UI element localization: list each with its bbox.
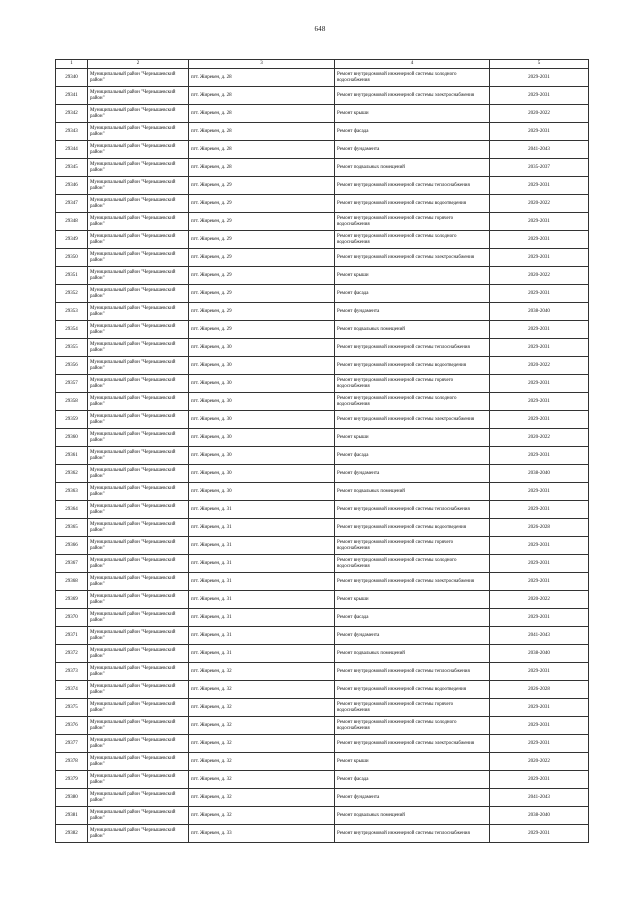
period-cell: 2029-2031 (490, 609, 589, 627)
address-cell: пгт. Жирекен, д. 31 (189, 519, 335, 537)
period-cell: 2029-2031 (490, 663, 589, 681)
row-number-cell: 29377 (56, 735, 88, 753)
table-row (56, 285, 589, 303)
period-cell: 2029-2031 (490, 87, 589, 105)
period-cell: 2029-2031 (490, 447, 589, 465)
period-cell: 2029-2031 (490, 573, 589, 591)
period-cell: 2029-2031 (490, 699, 589, 717)
work-type-cell: Ремонт фасада (335, 447, 490, 465)
municipality-cell: Муниципальный район "Чернышевский район" (88, 807, 189, 825)
period-cell: 2041-2043 (490, 627, 589, 645)
period-cell: 2020-2022 (490, 195, 589, 213)
work-type-cell: Ремонт фундамента (335, 789, 490, 807)
municipality-cell: Муниципальный район "Чернышевский район" (88, 249, 189, 267)
work-type-cell: Ремонт внутридомовой инженерной системы горячего водоснабжения (335, 699, 490, 717)
address-cell: пгт. Жирекен, д. 30 (189, 447, 335, 465)
work-type-cell: Ремонт внутридомовой инженерной системы электроснабжения (335, 411, 490, 429)
work-type-cell: Ремонт внутридомовой инженерной системы горячего водоснабжения (335, 537, 490, 555)
municipality-cell: Муниципальный район "Чернышевский район" (88, 339, 189, 357)
work-type-cell: Ремонт внутридомовой инженерной системы электроснабжения (335, 87, 490, 105)
row-number-cell: 29356 (56, 357, 88, 375)
period-cell: 2029-2031 (490, 249, 589, 267)
address-cell: пгт. Жирекен, д. 30 (189, 375, 335, 393)
period-cell: 2029-2031 (490, 375, 589, 393)
table-row (56, 447, 589, 465)
table-row (56, 483, 589, 501)
row-number-cell: 29352 (56, 285, 88, 303)
municipality-cell: Муниципальный район "Чернышевский район" (88, 501, 189, 519)
work-type-cell: Ремонт внутридомовой инженерной системы холодного водоснабжения (335, 231, 490, 249)
municipality-cell: Муниципальный район "Чернышевский район" (88, 195, 189, 213)
row-number-cell: 29340 (56, 69, 88, 87)
address-cell: пгт. Жирекен, д. 31 (189, 537, 335, 555)
period-cell: 2026-2028 (490, 681, 589, 699)
municipality-cell: Муниципальный район "Чернышевский район" (88, 123, 189, 141)
table-row (56, 177, 589, 195)
address-cell: пгт. Жирекен, д. 29 (189, 213, 335, 231)
work-type-cell: Ремонт внутридомовой инженерной системы электроснабжения (335, 573, 490, 591)
period-cell: 2029-2031 (490, 537, 589, 555)
work-type-cell: Ремонт внутридомовой инженерной системы теплоснабжения (335, 177, 490, 195)
row-number-cell: 29366 (56, 537, 88, 555)
table-row (56, 753, 589, 771)
table-row (56, 735, 589, 753)
table-row (56, 123, 589, 141)
period-cell: 2020-2022 (490, 429, 589, 447)
address-cell: пгт. Жирекен, д. 32 (189, 753, 335, 771)
row-number-cell: 29359 (56, 411, 88, 429)
municipality-cell: Муниципальный район "Чернышевский район" (88, 141, 189, 159)
row-number-cell: 29381 (56, 807, 88, 825)
period-cell: 2038-2040 (490, 807, 589, 825)
municipality-cell: Муниципальный район "Чернышевский район" (88, 321, 189, 339)
table-row (56, 339, 589, 357)
table-body (56, 69, 589, 843)
table-row (56, 105, 589, 123)
address-cell: пгт. Жирекен, д. 29 (189, 267, 335, 285)
row-number-cell: 29347 (56, 195, 88, 213)
address-cell: пгт. Жирекен, д. 32 (189, 807, 335, 825)
municipality-cell: Муниципальный район "Чернышевский район" (88, 591, 189, 609)
address-cell: пгт. Жирекен, д. 29 (189, 177, 335, 195)
work-type-cell: Ремонт внутридомовой инженерной системы холодного водоснабжения (335, 69, 490, 87)
work-type-cell: Ремонт внутридомовой инженерной системы водоотведения (335, 195, 490, 213)
address-cell: пгт. Жирекен, д. 31 (189, 591, 335, 609)
period-cell: 2038-2040 (490, 645, 589, 663)
municipality-cell: Муниципальный район "Чернышевский район" (88, 177, 189, 195)
table-row (56, 501, 589, 519)
period-cell: 2029-2031 (490, 555, 589, 573)
municipality-cell: Муниципальный район "Чернышевский район" (88, 681, 189, 699)
column-header: 1 (56, 60, 88, 69)
period-cell: 2020-2022 (490, 267, 589, 285)
period-cell: 2029-2031 (490, 231, 589, 249)
address-cell: пгт. Жирекен, д. 32 (189, 771, 335, 789)
municipality-cell: Муниципальный район "Чернышевский район" (88, 231, 189, 249)
work-type-cell: Ремонт внутридомовой инженерной системы водоотведения (335, 519, 490, 537)
period-cell: 2029-2031 (490, 123, 589, 141)
work-type-cell: Ремонт крыши (335, 267, 490, 285)
address-cell: пгт. Жирекен, д. 30 (189, 339, 335, 357)
municipality-cell: Муниципальный район "Чернышевский район" (88, 555, 189, 573)
work-type-cell: Ремонт подвальных помещений (335, 483, 490, 501)
row-number-cell: 29344 (56, 141, 88, 159)
work-type-cell: Ремонт подвальных помещений (335, 321, 490, 339)
table-row (56, 807, 589, 825)
row-number-cell: 29353 (56, 303, 88, 321)
table-row (56, 717, 589, 735)
row-number-cell: 29342 (56, 105, 88, 123)
table-row (56, 699, 589, 717)
table-row (56, 627, 589, 645)
municipality-cell: Муниципальный район "Чернышевский район" (88, 393, 189, 411)
address-cell: пгт. Жирекен, д. 29 (189, 303, 335, 321)
address-cell: пгт. Жирекен, д. 28 (189, 123, 335, 141)
work-type-cell: Ремонт внутридомовой инженерной системы теплоснабжения (335, 339, 490, 357)
period-cell: 2029-2031 (490, 501, 589, 519)
address-cell: пгт. Жирекен, д. 33 (189, 825, 335, 843)
row-number-cell: 29349 (56, 231, 88, 249)
table-row (56, 375, 589, 393)
address-cell: пгт. Жирекен, д. 29 (189, 195, 335, 213)
table-row (56, 411, 589, 429)
row-number-cell: 29362 (56, 465, 88, 483)
row-number-cell: 29379 (56, 771, 88, 789)
municipality-cell: Муниципальный район "Чернышевский район" (88, 465, 189, 483)
period-cell: 2029-2031 (490, 411, 589, 429)
table-row (56, 267, 589, 285)
table-row (56, 555, 589, 573)
period-cell: 2029-2031 (490, 483, 589, 501)
work-type-cell: Ремонт внутридомовой инженерной системы электроснабжения (335, 735, 490, 753)
table-row (56, 321, 589, 339)
municipality-cell: Муниципальный район "Чернышевский район" (88, 357, 189, 375)
period-cell: 2029-2031 (490, 825, 589, 843)
address-cell: пгт. Жирекен, д. 28 (189, 141, 335, 159)
row-number-cell: 29357 (56, 375, 88, 393)
municipality-cell: Муниципальный район "Чернышевский район" (88, 645, 189, 663)
address-cell: пгт. Жирекен, д. 32 (189, 681, 335, 699)
table-row (56, 393, 589, 411)
table-row (56, 573, 589, 591)
table-row (56, 159, 589, 177)
row-number-cell: 29370 (56, 609, 88, 627)
municipality-cell: Муниципальный район "Чернышевский район" (88, 519, 189, 537)
row-number-cell: 29367 (56, 555, 88, 573)
table-row (56, 213, 589, 231)
work-type-cell: Ремонт фундамента (335, 141, 490, 159)
address-cell: пгт. Жирекен, д. 28 (189, 87, 335, 105)
row-number-cell: 29358 (56, 393, 88, 411)
address-cell: пгт. Жирекен, д. 29 (189, 231, 335, 249)
municipality-cell: Муниципальный район "Чернышевский район" (88, 267, 189, 285)
column-number-row (56, 60, 589, 69)
row-number-cell: 29373 (56, 663, 88, 681)
address-cell: пгт. Жирекен, д. 29 (189, 285, 335, 303)
work-type-cell: Ремонт крыши (335, 429, 490, 447)
work-type-cell: Ремонт внутридомовой инженерной системы водоотведения (335, 681, 490, 699)
table-row (56, 69, 589, 87)
address-cell: пгт. Жирекен, д. 32 (189, 789, 335, 807)
work-type-cell: Ремонт подвальных помещений (335, 159, 490, 177)
municipality-cell: Муниципальный район "Чернышевский район" (88, 573, 189, 591)
address-cell: пгт. Жирекен, д. 30 (189, 483, 335, 501)
address-cell: пгт. Жирекен, д. 29 (189, 321, 335, 339)
period-cell: 2038-2040 (490, 303, 589, 321)
address-cell: пгт. Жирекен, д. 30 (189, 429, 335, 447)
municipality-cell: Муниципальный район "Чернышевский район" (88, 609, 189, 627)
period-cell: 2029-2031 (490, 177, 589, 195)
period-cell: 2041-2043 (490, 141, 589, 159)
municipality-cell: Муниципальный район "Чернышевский район" (88, 105, 189, 123)
work-type-cell: Ремонт крыши (335, 591, 490, 609)
row-number-cell: 29378 (56, 753, 88, 771)
row-number-cell: 29355 (56, 339, 88, 357)
table-row (56, 771, 589, 789)
address-cell: пгт. Жирекен, д. 28 (189, 105, 335, 123)
table-row (56, 681, 589, 699)
address-cell: пгт. Жирекен, д. 30 (189, 411, 335, 429)
work-type-cell: Ремонт крыши (335, 753, 490, 771)
work-type-cell: Ремонт фасада (335, 771, 490, 789)
table-row (56, 141, 589, 159)
municipality-cell: Муниципальный район "Чернышевский район" (88, 699, 189, 717)
period-cell: 2029-2031 (490, 213, 589, 231)
municipality-cell: Муниципальный район "Чернышевский район" (88, 303, 189, 321)
work-type-cell: Ремонт подвальных помещений (335, 807, 490, 825)
period-cell: 2029-2031 (490, 771, 589, 789)
address-cell: пгт. Жирекен, д. 31 (189, 645, 335, 663)
table-row (56, 609, 589, 627)
municipality-cell: Муниципальный район "Чернышевский район" (88, 69, 189, 87)
period-cell: 2026-2028 (490, 519, 589, 537)
municipality-cell: Муниципальный район "Чернышевский район" (88, 447, 189, 465)
period-cell: 2029-2031 (490, 393, 589, 411)
row-number-cell: 29380 (56, 789, 88, 807)
address-cell: пгт. Жирекен, д. 31 (189, 627, 335, 645)
work-type-cell: Ремонт крыши (335, 105, 490, 123)
address-cell: пгт. Жирекен, д. 28 (189, 69, 335, 87)
address-cell: пгт. Жирекен, д. 30 (189, 465, 335, 483)
address-cell: пгт. Жирекен, д. 32 (189, 699, 335, 717)
period-cell: 2041-2043 (490, 789, 589, 807)
row-number-cell: 29363 (56, 483, 88, 501)
municipality-cell: Муниципальный район "Чернышевский район" (88, 537, 189, 555)
period-cell: 2029-2031 (490, 339, 589, 357)
work-type-cell: Ремонт внутридомовой инженерной системы холодного водоснабжения (335, 717, 490, 735)
column-header: 4 (335, 60, 490, 69)
work-type-cell: Ремонт внутридомовой инженерной системы теплоснабжения (335, 663, 490, 681)
period-cell: 2020-2022 (490, 591, 589, 609)
row-number-cell: 29343 (56, 123, 88, 141)
period-cell: 2020-2022 (490, 105, 589, 123)
column-header: 3 (189, 60, 335, 69)
table-row (56, 519, 589, 537)
period-cell: 2020-2022 (490, 357, 589, 375)
work-type-cell: Ремонт фасада (335, 609, 490, 627)
table-row (56, 195, 589, 213)
table-row (56, 87, 589, 105)
table-row (56, 663, 589, 681)
row-number-cell: 29341 (56, 87, 88, 105)
table-row (56, 465, 589, 483)
table-row (56, 645, 589, 663)
table-row (56, 249, 589, 267)
address-cell: пгт. Жирекен, д. 31 (189, 609, 335, 627)
address-cell: пгт. Жирекен, д. 31 (189, 501, 335, 519)
row-number-cell: 29346 (56, 177, 88, 195)
row-number-cell: 29360 (56, 429, 88, 447)
row-number-cell: 29375 (56, 699, 88, 717)
work-type-cell: Ремонт фундамента (335, 303, 490, 321)
row-number-cell: 29345 (56, 159, 88, 177)
row-number-cell: 29372 (56, 645, 88, 663)
work-type-cell: Ремонт внутридомовой инженерной системы холодного водоснабжения (335, 393, 490, 411)
period-cell: 2035-2037 (490, 159, 589, 177)
row-number-cell: 29365 (56, 519, 88, 537)
period-cell: 2029-2031 (490, 69, 589, 87)
work-type-cell: Ремонт внутридомовой инженерной системы горячего водоснабжения (335, 375, 490, 393)
municipality-cell: Муниципальный район "Чернышевский район" (88, 627, 189, 645)
table-row (56, 357, 589, 375)
row-number-cell: 29351 (56, 267, 88, 285)
registry-table (55, 59, 589, 843)
address-cell: пгт. Жирекен, д. 31 (189, 555, 335, 573)
table-row (56, 789, 589, 807)
municipality-cell: Муниципальный район "Чернышевский район" (88, 483, 189, 501)
row-number-cell: 29350 (56, 249, 88, 267)
period-cell: 2020-2022 (490, 753, 589, 771)
work-type-cell: Ремонт внутридомовой инженерной системы теплоснабжения (335, 825, 490, 843)
address-cell: пгт. Жирекен, д. 32 (189, 735, 335, 753)
page-number: 648 (314, 25, 326, 33)
work-type-cell: Ремонт внутридомовой инженерной системы горячего водоснабжения (335, 213, 490, 231)
municipality-cell: Муниципальный район "Чернышевский район" (88, 735, 189, 753)
row-number-cell: 29371 (56, 627, 88, 645)
municipality-cell: Муниципальный район "Чернышевский район" (88, 663, 189, 681)
work-type-cell: Ремонт внутридомовой инженерной системы холодного водоснабжения (335, 555, 490, 573)
municipality-cell: Муниципальный район "Чернышевский район" (88, 375, 189, 393)
work-type-cell: Ремонт фасада (335, 285, 490, 303)
table-row (56, 303, 589, 321)
column-header: 2 (88, 60, 189, 69)
municipality-cell: Муниципальный район "Чернышевский район" (88, 213, 189, 231)
table-row (56, 231, 589, 249)
address-cell: пгт. Жирекен, д. 30 (189, 393, 335, 411)
period-cell: 2029-2031 (490, 321, 589, 339)
row-number-cell: 29374 (56, 681, 88, 699)
municipality-cell: Муниципальный район "Чернышевский район" (88, 159, 189, 177)
municipality-cell: Муниципальный район "Чернышевский район" (88, 789, 189, 807)
work-type-cell: Ремонт внутридомовой инженерной системы водоотведения (335, 357, 490, 375)
address-cell: пгт. Жирекен, д. 28 (189, 159, 335, 177)
municipality-cell: Муниципальный район "Чернышевский район" (88, 429, 189, 447)
row-number-cell: 29376 (56, 717, 88, 735)
municipality-cell: Муниципальный район "Чернышевский район" (88, 285, 189, 303)
municipality-cell: Муниципальный район "Чернышевский район" (88, 771, 189, 789)
row-number-cell: 29368 (56, 573, 88, 591)
address-cell: пгт. Жирекен, д. 32 (189, 663, 335, 681)
table-row (56, 591, 589, 609)
period-cell: 2029-2031 (490, 285, 589, 303)
period-cell: 2038-2040 (490, 465, 589, 483)
municipality-cell: Муниципальный район "Чернышевский район" (88, 87, 189, 105)
address-cell: пгт. Жирекен, д. 30 (189, 357, 335, 375)
work-type-cell: Ремонт фундамента (335, 465, 490, 483)
municipality-cell: Муниципальный район "Чернышевский район" (88, 825, 189, 843)
row-number-cell: 29369 (56, 591, 88, 609)
address-cell: пгт. Жирекен, д. 31 (189, 573, 335, 591)
address-cell: пгт. Жирекен, д. 29 (189, 249, 335, 267)
table-row (56, 429, 589, 447)
work-type-cell: Ремонт фасада (335, 123, 490, 141)
municipality-cell: Муниципальный район "Чернышевский район" (88, 717, 189, 735)
row-number-cell: 29348 (56, 213, 88, 231)
row-number-cell: 29382 (56, 825, 88, 843)
work-type-cell: Ремонт подвальных помещений (335, 645, 490, 663)
column-header: 5 (490, 60, 589, 69)
period-cell: 2029-2031 (490, 717, 589, 735)
row-number-cell: 29361 (56, 447, 88, 465)
work-type-cell: Ремонт фундамента (335, 627, 490, 645)
row-number-cell: 29364 (56, 501, 88, 519)
municipality-cell: Муниципальный район "Чернышевский район" (88, 411, 189, 429)
period-cell: 2029-2031 (490, 735, 589, 753)
table-row (56, 537, 589, 555)
work-type-cell: Ремонт внутридомовой инженерной системы теплоснабжения (335, 501, 490, 519)
work-type-cell: Ремонт внутридомовой инженерной системы электроснабжения (335, 249, 490, 267)
municipality-cell: Муниципальный район "Чернышевский район" (88, 753, 189, 771)
table-row (56, 825, 589, 843)
address-cell: пгт. Жирекен, д. 32 (189, 717, 335, 735)
row-number-cell: 29354 (56, 321, 88, 339)
